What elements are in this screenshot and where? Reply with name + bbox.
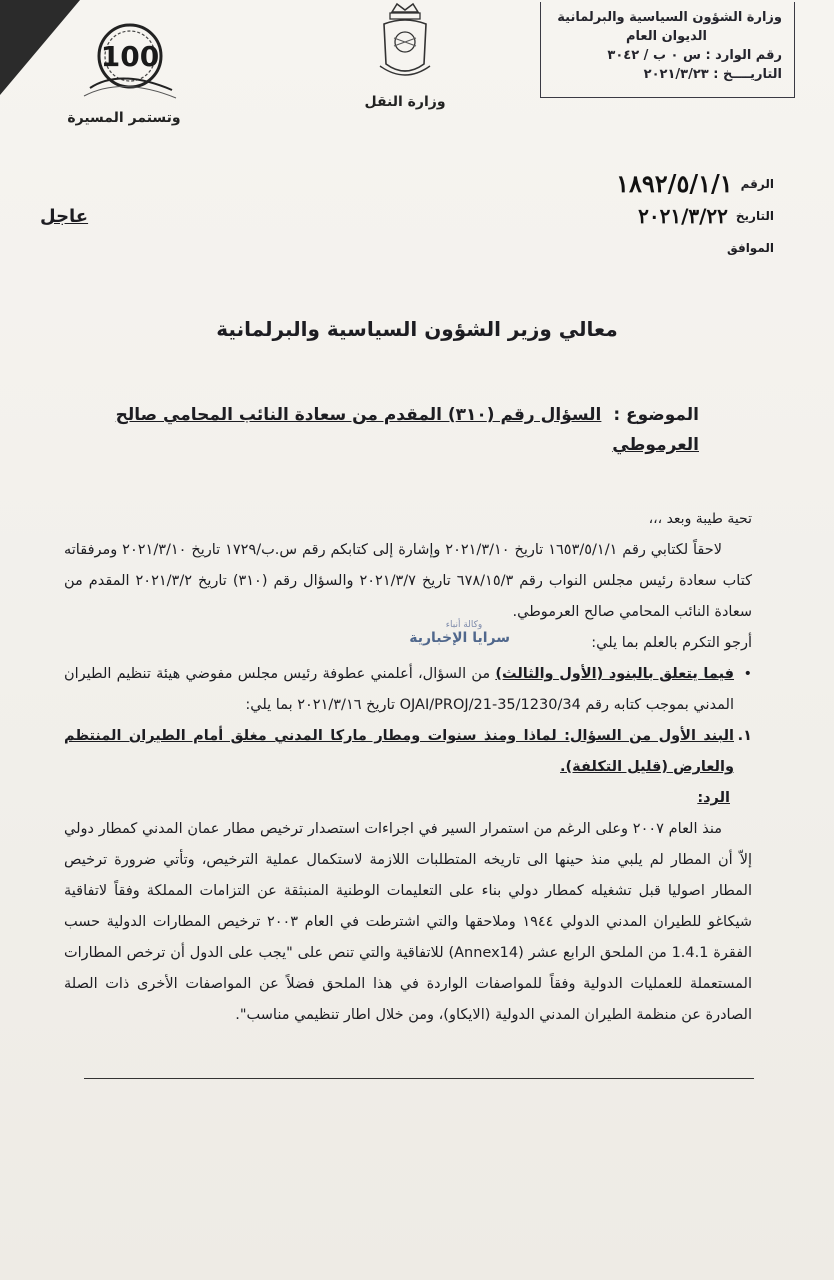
stamp-date: التاريــــخ : ٢٠٢١/٣/٢٣ [643, 67, 782, 82]
stamp-office: الديوان العام [625, 29, 708, 44]
centenary-text: وتستمر المسيرة [67, 110, 181, 126]
subject-line [59, 400, 699, 460]
watermark-top: وكالة أنباء [445, 620, 483, 630]
ref-date-label: التاريخ [735, 209, 774, 223]
item-number: ١. [737, 728, 752, 744]
bullet-lead: فيما يتعلق بالبنود (الأول والثالث) [495, 666, 735, 682]
emblem-caption: وزارة النقل [364, 94, 446, 110]
coat-of-arms-emblem [364, 2, 446, 112]
ref-corresponding-label: الموافق [727, 241, 774, 255]
reference-block [474, 168, 774, 264]
greeting: تحية طيبة وبعد ،،، [648, 511, 752, 527]
ref-number-label: الرقم [740, 177, 774, 191]
centenary-number: 100 [100, 40, 160, 73]
news-watermark [409, 620, 510, 678]
bullet-dot-icon: • [743, 666, 752, 682]
ref-date-value: ٢٠٢١/٣/٢٢ [638, 204, 728, 228]
letter-body [64, 504, 752, 1031]
bullet-item [64, 659, 752, 721]
paragraph-request: أرجو التكرم بالعلم بما يلي: [591, 635, 752, 651]
subject-text: السؤال رقم (٣١٠) المقدم من سعادة النائب المحامي صالح العرموطي [115, 405, 699, 455]
crown-emblem-icon [364, 2, 446, 112]
stamp-ministry: وزارة الشؤون السياسية والبرلمانية [557, 10, 782, 25]
subject-label: الموضوع : [613, 405, 699, 425]
reply-label: الرد: [697, 790, 730, 806]
paragraph-reference: لاحقاً لكتابي رقم ١٦٥٣/٥/١/١ تاريخ ٢٠٢١/٣/١٠ وإشارة إلى كتابكم رقم س.ب/١٧٢٩ تاريخ ٢٠٢١/٣/١٠ ومرفقاته كتاب سعادة رئيس مجلس النواب رقم ٦٧٨/١٥/٣ تاريخ ٢٠٢١/٣/٧ والسؤال رقم (٣١٠) تاريخ ٢٠٢١/٣/٢ المقدم من سعادة النائب المحامي صالح العرموطي. [64, 542, 752, 620]
closing-rule [84, 1078, 754, 1079]
watermark-main: سرايا الإخبارية [409, 630, 510, 646]
item-question: البند الأول من السؤال: لماذا ومنذ سنوات ومطار ماركا المدني مغلق أمام الطيران المنتظم والعارض (قليل التكلفة). [64, 728, 734, 775]
numbered-item [64, 721, 752, 783]
centenary-logo-icon [60, 18, 180, 128]
centenary-logo [60, 18, 180, 128]
ref-number-row [474, 168, 774, 200]
ref-corresponding-row [474, 232, 774, 264]
stamp-incoming-number: رقم الوارد : س ٠ ب / ٣٠٤٢ [607, 48, 782, 63]
addressee: معالي وزير الشؤون السياسية والبرلمانية [216, 317, 618, 341]
ref-number-value: ١٨٩٢/٥/١/١ [616, 169, 733, 198]
bullet-text: من السؤال، أعلمني عطوفة رئيس مجلس مفوضي هيئة تنظيم الطيران المدني بموجب كتابه رقم 34/OJAI/PROJ/21-35/1230 تاريخ ٢٠٢١/٣/١٦ بما يلي: [64, 666, 734, 713]
urgent-label: عاجل [40, 206, 89, 227]
ref-date-row [474, 200, 774, 232]
incoming-registry-stamp [540, 2, 795, 98]
reply-text: منذ العام ٢٠٠٧ وعلى الرغم من استمرار السير في اجراءات استصدار ترخيص مطار عمان المدني كمطار دولي إلاّ أن المطار لم يلبي منذ حينها الى تاريخه المتطلبات اللازمة لاستكمال عملية الترخيص، وتأتي ضرورة ترخيص المطار اصوليا قبل تشغيله كمطار دولي بناء على التعليمات الوطنية المنبثقة عن التزامات المملكة وفقاً لاتفاقية شيكاغو للطيران المدني الدولي ١٩٤٤ وملاحقها والتي اشترطت في العام ٢٠٠٣ ترخيص المطارات الدولية حسب الفقرة 1.4.1 من الملحق الرابع عشر (Annex14) للاتفاقية والتي تنص على "يجب على الدول أن ترخص المطارات المستعملة للعمليات الدولية وفقاً للمواصفات الواردة في هذا الملحق فضلاً عن المواصفات الأخرى ذات الصلة الصادرة عن منظمة الطيران المدني الدولية (الايكاو)، ومن خلال اطار تنظيمي مناسب". [64, 821, 753, 1023]
